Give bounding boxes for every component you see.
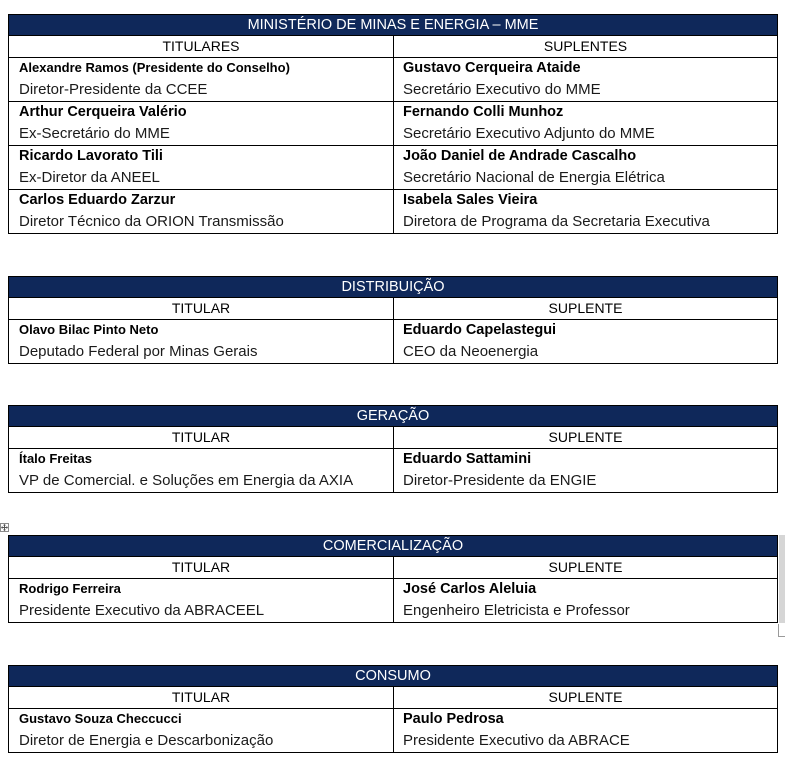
table-row — [8, 146, 778, 190]
member-role: Secretário Nacional de Energia Elétrica — [403, 169, 665, 186]
table-geracao — [8, 405, 778, 493]
suplente-cell[interactable] — [394, 58, 777, 101]
table-distribuicao — [8, 276, 778, 364]
table-title[interactable]: COMERCIALIZAÇÃO — [8, 535, 778, 557]
member-role: Diretor de Energia e Descarbonização — [19, 732, 274, 749]
table-consumo — [8, 665, 778, 753]
column-header-titular[interactable]: TITULAR — [9, 687, 394, 708]
table-row — [8, 449, 778, 493]
table-row — [8, 709, 778, 753]
table-row — [8, 579, 778, 623]
move-arrows-icon — [0, 523, 9, 532]
table-row — [8, 58, 778, 102]
column-header-suplente[interactable]: SUPLENTE — [548, 689, 623, 705]
table-title[interactable]: MINISTÉRIO DE MINAS E ENERGIA – MME — [8, 14, 778, 36]
suplente-cell[interactable] — [394, 449, 777, 492]
member-role: Engenheiro Eletricista e Professor — [403, 602, 630, 619]
column-header-suplente[interactable]: SUPLENTE — [548, 429, 623, 445]
member-name: Eduardo Sattamini — [403, 451, 532, 467]
resize-corner-icon — [777, 624, 785, 637]
table-title[interactable]: GERAÇÃO — [8, 405, 778, 427]
member-role: Secretário Executivo Adjunto do MME — [403, 125, 655, 142]
column-header-row — [8, 557, 778, 579]
member-name: Isabela Sales Vieira — [403, 192, 538, 208]
titular-cell[interactable] — [9, 579, 394, 622]
member-role: CEO da Neoenergia — [403, 343, 539, 360]
column-header-suplente[interactable]: SUPLENTE — [548, 300, 623, 316]
member-role: Secretário Executivo do MME — [403, 81, 601, 98]
table-comercializacao — [8, 535, 778, 623]
member-name: João Daniel de Andrade Cascalho — [403, 148, 637, 164]
member-role: Ex-Diretor da ANEEL — [19, 169, 160, 186]
table-row-selection-bar[interactable] — [779, 535, 785, 623]
column-header-titular[interactable]: TITULAR — [9, 557, 394, 578]
table-resize-handle-icon[interactable] — [777, 624, 785, 637]
column-header-suplente[interactable]: SUPLENTES — [543, 38, 628, 54]
titular-cell[interactable] — [9, 449, 394, 492]
table-title[interactable]: DISTRIBUIÇÃO — [8, 276, 778, 298]
member-name: Gustavo Souza Checcucci — [19, 711, 182, 726]
member-name: Olavo Bilac Pinto Neto — [19, 322, 159, 337]
table-title[interactable]: CONSUMO — [8, 665, 778, 687]
column-header-suplente[interactable]: SUPLENTE — [548, 559, 623, 575]
member-name: Gustavo Cerqueira Ataide — [403, 60, 581, 76]
member-role: Diretora de Programa da Secretaria Executiva — [403, 213, 710, 230]
member-role: Presidente Executivo da ABRACEEL — [19, 602, 265, 619]
table-row — [8, 320, 778, 364]
column-header-titular[interactable]: TITULAR — [9, 427, 394, 448]
titular-cell[interactable] — [9, 320, 394, 363]
member-name: Paulo Pedrosa — [403, 711, 504, 727]
member-role: Diretor Técnico da ORION Transmissão — [19, 213, 284, 230]
column-header-titular[interactable]: TITULAR — [9, 298, 394, 319]
suplente-cell[interactable] — [394, 709, 777, 752]
member-name: Alexandre Ramos (Presidente do Conselho) — [19, 60, 290, 75]
table-move-handle-icon[interactable] — [0, 519, 9, 528]
member-name: Ítalo Freitas — [19, 451, 92, 466]
titular-cell[interactable] — [9, 709, 394, 752]
member-name: Fernando Colli Munhoz — [403, 104, 564, 120]
column-header-titular[interactable]: TITULARES — [9, 36, 394, 57]
table-mme — [8, 14, 778, 234]
member-name: Arthur Cerqueira Valério — [19, 104, 187, 120]
suplente-cell[interactable] — [394, 579, 777, 622]
column-header-row — [8, 298, 778, 320]
suplente-cell[interactable] — [394, 102, 777, 145]
column-header-row — [8, 36, 778, 58]
titular-cell[interactable] — [9, 58, 394, 101]
titular-cell[interactable] — [9, 102, 394, 145]
member-role: Ex-Secretário do MME — [19, 125, 170, 142]
member-name: José Carlos Aleluia — [403, 581, 537, 597]
column-header-row — [8, 687, 778, 709]
member-role: Presidente Executivo da ABRACE — [403, 732, 630, 749]
member-role: Diretor-Presidente da ENGIE — [403, 472, 597, 489]
titular-cell[interactable] — [9, 146, 394, 189]
table-row — [8, 190, 778, 234]
titular-cell[interactable] — [9, 190, 394, 233]
suplente-cell[interactable] — [394, 190, 777, 233]
member-name: Rodrigo Ferreira — [19, 581, 121, 596]
column-header-row — [8, 427, 778, 449]
suplente-cell[interactable] — [394, 146, 777, 189]
member-name: Eduardo Capelastegui — [403, 322, 557, 338]
suplente-cell[interactable] — [394, 320, 777, 363]
member-role: Diretor-Presidente da CCEE — [19, 81, 208, 98]
member-name: Ricardo Lavorato Tili — [19, 148, 163, 164]
member-name: Carlos Eduardo Zarzur — [19, 192, 176, 208]
member-role: Deputado Federal por Minas Gerais — [19, 343, 258, 360]
table-row — [8, 102, 778, 146]
member-role: VP de Comercial. e Soluções em Energia da AXIA — [19, 472, 354, 489]
